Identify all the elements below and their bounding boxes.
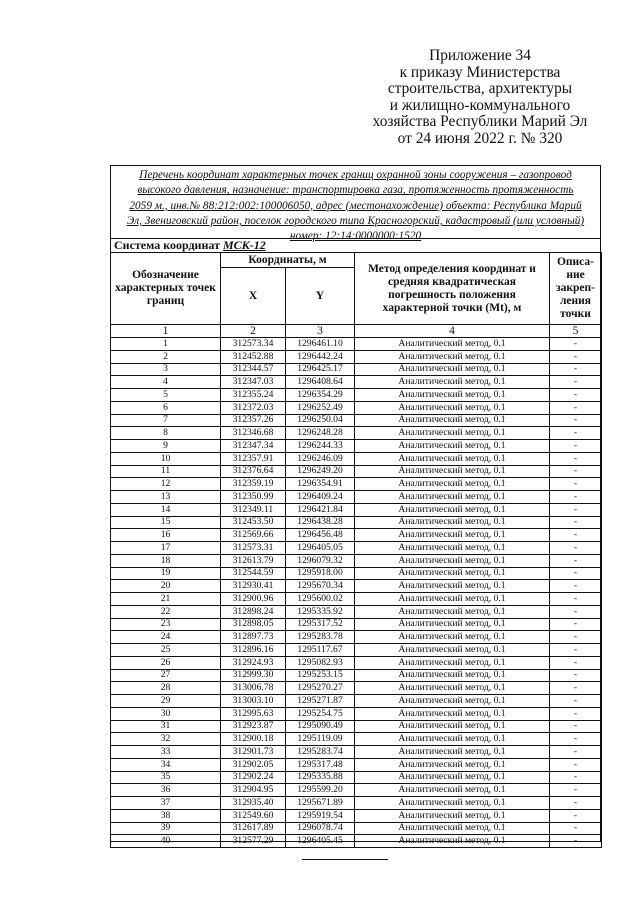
- method-cell: Аналитический метод, 0.1: [355, 401, 550, 414]
- x-coordinate-cell: 312924.93: [221, 656, 286, 669]
- title-line: высокого давления, назначение: транспортировка газа, протяженность протяженность: [137, 184, 574, 197]
- table-row: [111, 529, 602, 542]
- header-y: Y: [286, 268, 355, 325]
- table-row: [111, 414, 602, 427]
- method-cell: Аналитический метод, 0.1: [355, 605, 550, 618]
- method-cell: Аналитический метод, 0.1: [355, 452, 550, 465]
- header-coordinates: Координаты, м: [221, 253, 355, 268]
- fixing-cell: -: [550, 554, 602, 567]
- fixing-cell: -: [550, 746, 602, 759]
- x-coordinate-cell: 312577.29: [221, 835, 286, 848]
- y-coordinate-cell: 1295599.20: [286, 784, 355, 797]
- method-cell: Аналитический метод, 0.1: [355, 809, 550, 822]
- fixing-cell: -: [550, 695, 602, 708]
- x-coordinate-cell: 312999.30: [221, 669, 286, 682]
- x-coordinate-cell: 312350.99: [221, 491, 286, 504]
- y-coordinate-cell: 1295283.74: [286, 746, 355, 759]
- y-coordinate-cell: 1295317.52: [286, 618, 355, 631]
- coordinate-system: [110, 238, 601, 253]
- header-point: Обозначение характерных точек границ: [111, 253, 221, 325]
- column-number: 2: [221, 325, 286, 338]
- table-row: [111, 593, 602, 606]
- x-coordinate-cell: 312930.41: [221, 580, 286, 593]
- y-coordinate-cell: 1296250.04: [286, 414, 355, 427]
- point-number-cell: 1: [111, 338, 221, 351]
- table-row: [111, 682, 602, 695]
- x-coordinate-cell: 312569.66: [221, 529, 286, 542]
- fixing-cell: -: [550, 338, 602, 351]
- point-number-cell: 29: [111, 695, 221, 708]
- method-cell: Аналитический метод, 0.1: [355, 822, 550, 835]
- method-cell: Аналитический метод, 0.1: [355, 376, 550, 389]
- method-cell: Аналитический метод, 0.1: [355, 631, 550, 644]
- table-row: [111, 797, 602, 810]
- table-row: [111, 363, 602, 376]
- point-number-cell: 37: [111, 797, 221, 810]
- point-number-cell: 28: [111, 682, 221, 695]
- table-row: [111, 503, 602, 516]
- point-number-cell: 9: [111, 440, 221, 453]
- x-coordinate-cell: 312902.24: [221, 771, 286, 784]
- appendix-header-line: хозяйства Республики Марий Эл: [372, 113, 588, 131]
- x-coordinate-cell: 312897.73: [221, 631, 286, 644]
- table-row: [111, 809, 602, 822]
- table-row: [111, 695, 602, 708]
- method-cell: Аналитический метод, 0.1: [355, 427, 550, 440]
- y-coordinate-cell: 1295254.75: [286, 707, 355, 720]
- point-number-cell: 38: [111, 809, 221, 822]
- coordinate-system-value: МСК-12: [222, 238, 266, 252]
- method-cell: Аналитический метод, 0.1: [355, 758, 550, 771]
- y-coordinate-cell: 1296246.09: [286, 452, 355, 465]
- method-cell: Аналитический метод, 0.1: [355, 503, 550, 516]
- y-coordinate-cell: 1296248.28: [286, 427, 355, 440]
- y-coordinate-cell: 1295335.88: [286, 771, 355, 784]
- x-coordinate-cell: 312613.79: [221, 554, 286, 567]
- x-coordinate-cell: 312902.05: [221, 758, 286, 771]
- x-coordinate-cell: 312900.96: [221, 593, 286, 606]
- table-row: [111, 567, 602, 580]
- y-coordinate-cell: 1295671.89: [286, 797, 355, 810]
- y-coordinate-cell: 1295317.48: [286, 758, 355, 771]
- y-coordinate-cell: 1295253.15: [286, 669, 355, 682]
- table-row: [111, 835, 602, 848]
- x-coordinate-cell: 312898.05: [221, 618, 286, 631]
- fixing-cell: -: [550, 516, 602, 529]
- coordinate-system-label: Система координат: [114, 238, 220, 252]
- y-coordinate-cell: 1295271.87: [286, 695, 355, 708]
- table-row: [111, 746, 602, 759]
- table-row: [111, 554, 602, 567]
- column-number: 5: [550, 325, 602, 338]
- point-number-cell: 7: [111, 414, 221, 427]
- x-coordinate-cell: 312900.18: [221, 733, 286, 746]
- table-row: [111, 350, 602, 363]
- method-cell: Аналитический метод, 0.1: [355, 682, 550, 695]
- column-number: 1: [111, 325, 221, 338]
- fixing-cell: -: [550, 478, 602, 491]
- y-coordinate-cell: 1296409.24: [286, 491, 355, 504]
- point-number-cell: 15: [111, 516, 221, 529]
- y-coordinate-cell: 1295082.93: [286, 656, 355, 669]
- point-number-cell: 39: [111, 822, 221, 835]
- point-number-cell: 5: [111, 389, 221, 402]
- fixing-cell: -: [550, 656, 602, 669]
- table-row: [111, 401, 602, 414]
- point-number-cell: 26: [111, 656, 221, 669]
- x-coordinate-cell: 312453.50: [221, 516, 286, 529]
- document-title: [112, 168, 599, 244]
- appendix-header-line: Приложение 34: [429, 47, 531, 64]
- point-number-cell: 23: [111, 618, 221, 631]
- table-row: [111, 389, 602, 402]
- x-coordinate-cell: 313006.78: [221, 682, 286, 695]
- x-coordinate-cell: 312904.95: [221, 784, 286, 797]
- fixing-cell: -: [550, 542, 602, 555]
- method-cell: Аналитический метод, 0.1: [355, 707, 550, 720]
- point-number-cell: 34: [111, 758, 221, 771]
- y-coordinate-cell: 1296078.74: [286, 822, 355, 835]
- fixing-cell: -: [550, 605, 602, 618]
- fixing-cell: -: [550, 809, 602, 822]
- x-coordinate-cell: 312346.68: [221, 427, 286, 440]
- fixing-cell: -: [550, 784, 602, 797]
- point-number-cell: 8: [111, 427, 221, 440]
- appendix-header: [330, 48, 630, 148]
- point-number-cell: 36: [111, 784, 221, 797]
- method-cell: Аналитический метод, 0.1: [355, 350, 550, 363]
- table-row: [111, 427, 602, 440]
- y-coordinate-cell: 1296408.64: [286, 376, 355, 389]
- point-number-cell: 12: [111, 478, 221, 491]
- point-number-cell: 27: [111, 669, 221, 682]
- method-cell: Аналитический метод, 0.1: [355, 644, 550, 657]
- y-coordinate-cell: 1296461.10: [286, 338, 355, 351]
- x-coordinate-cell: 312376.64: [221, 465, 286, 478]
- x-coordinate-cell: 312357.91: [221, 452, 286, 465]
- point-number-cell: 2: [111, 350, 221, 363]
- appendix-header-line: и жилищно-коммунального: [389, 96, 571, 114]
- fixing-cell: -: [550, 452, 602, 465]
- point-number-cell: 24: [111, 631, 221, 644]
- table-row: [111, 784, 602, 797]
- table-row: [111, 758, 602, 771]
- table-row: [111, 656, 602, 669]
- y-coordinate-cell: 1296244.33: [286, 440, 355, 453]
- x-coordinate-cell: 312896.16: [221, 644, 286, 657]
- fixing-cell: -: [550, 797, 602, 810]
- coordinates-table: [110, 252, 602, 848]
- fixing-cell: -: [550, 758, 602, 771]
- method-cell: Аналитический метод, 0.1: [355, 656, 550, 669]
- y-coordinate-cell: 1295270.27: [286, 682, 355, 695]
- fixing-cell: -: [550, 389, 602, 402]
- method-cell: Аналитический метод, 0.1: [355, 516, 550, 529]
- fixing-cell: -: [550, 491, 602, 504]
- table-row: [111, 491, 602, 504]
- x-coordinate-cell: 312898.24: [221, 605, 286, 618]
- point-number-cell: 33: [111, 746, 221, 759]
- header-fixing: Описа-ние закреп-ления точки: [550, 253, 602, 325]
- method-cell: Аналитический метод, 0.1: [355, 363, 550, 376]
- x-coordinate-cell: 312347.03: [221, 376, 286, 389]
- point-number-cell: 4: [111, 376, 221, 389]
- y-coordinate-cell: 1296405.45: [286, 835, 355, 848]
- fixing-cell: -: [550, 376, 602, 389]
- y-coordinate-cell: 1295335.92: [286, 605, 355, 618]
- x-coordinate-cell: 312549.60: [221, 809, 286, 822]
- fixing-cell: -: [550, 593, 602, 606]
- y-coordinate-cell: 1296354.91: [286, 478, 355, 491]
- method-cell: Аналитический метод, 0.1: [355, 784, 550, 797]
- point-number-cell: 21: [111, 593, 221, 606]
- method-cell: Аналитический метод, 0.1: [355, 580, 550, 593]
- table-row: [111, 605, 602, 618]
- y-coordinate-cell: 1295117.67: [286, 644, 355, 657]
- table-row: [111, 440, 602, 453]
- fixing-cell: -: [550, 669, 602, 682]
- fixing-cell: -: [550, 363, 602, 376]
- method-cell: Аналитический метод, 0.1: [355, 733, 550, 746]
- x-coordinate-cell: 312935.40: [221, 797, 286, 810]
- table-row: [111, 516, 602, 529]
- point-number-cell: 3: [111, 363, 221, 376]
- method-cell: Аналитический метод, 0.1: [355, 440, 550, 453]
- method-cell: Аналитический метод, 0.1: [355, 669, 550, 682]
- x-coordinate-cell: 312573.31: [221, 542, 286, 555]
- fixing-cell: -: [550, 465, 602, 478]
- point-number-cell: 20: [111, 580, 221, 593]
- fixing-cell: -: [550, 682, 602, 695]
- table-row: [111, 465, 602, 478]
- point-number-cell: 6: [111, 401, 221, 414]
- y-coordinate-cell: 1296442.24: [286, 350, 355, 363]
- method-cell: Аналитический метод, 0.1: [355, 414, 550, 427]
- method-cell: Аналитический метод, 0.1: [355, 478, 550, 491]
- table-row: [111, 822, 602, 835]
- x-coordinate-cell: 312573.34: [221, 338, 286, 351]
- signature-line: [302, 859, 388, 860]
- y-coordinate-cell: 1295919.54: [286, 809, 355, 822]
- fixing-cell: -: [550, 644, 602, 657]
- point-number-cell: 16: [111, 529, 221, 542]
- fixing-cell: -: [550, 771, 602, 784]
- y-coordinate-cell: 1295670.34: [286, 580, 355, 593]
- table-row: [111, 376, 602, 389]
- fixing-cell: -: [550, 567, 602, 580]
- fixing-cell: -: [550, 835, 602, 848]
- y-coordinate-cell: 1296405.05: [286, 542, 355, 555]
- point-number-cell: 31: [111, 720, 221, 733]
- point-number-cell: 10: [111, 452, 221, 465]
- fixing-cell: -: [550, 618, 602, 631]
- x-coordinate-cell: 312355.24: [221, 389, 286, 402]
- fixing-cell: -: [550, 529, 602, 542]
- table-row: [111, 733, 602, 746]
- x-coordinate-cell: 313003.10: [221, 695, 286, 708]
- method-cell: Аналитический метод, 0.1: [355, 797, 550, 810]
- y-coordinate-cell: 1296249.20: [286, 465, 355, 478]
- fixing-cell: -: [550, 733, 602, 746]
- title-line: номер: 12:14:0000000:1520: [289, 230, 422, 243]
- method-cell: Аналитический метод, 0.1: [355, 465, 550, 478]
- table-row: [111, 631, 602, 644]
- method-cell: Аналитический метод, 0.1: [355, 529, 550, 542]
- header-x: X: [221, 268, 286, 325]
- fixing-cell: -: [550, 503, 602, 516]
- method-cell: Аналитический метод, 0.1: [355, 542, 550, 555]
- y-coordinate-cell: 1296354.29: [286, 389, 355, 402]
- method-cell: Аналитический метод, 0.1: [355, 618, 550, 631]
- method-cell: Аналитический метод, 0.1: [355, 338, 550, 351]
- x-coordinate-cell: 312349.11: [221, 503, 286, 516]
- method-cell: Аналитический метод, 0.1: [355, 593, 550, 606]
- table-row: [111, 478, 602, 491]
- table-row: [111, 580, 602, 593]
- x-coordinate-cell: 312544.59: [221, 567, 286, 580]
- x-coordinate-cell: 312995.63: [221, 707, 286, 720]
- table-row: [111, 669, 602, 682]
- x-coordinate-cell: 312347.34: [221, 440, 286, 453]
- appendix-header-line: от 24 июня 2022 г. № 320: [397, 129, 563, 147]
- x-coordinate-cell: 312357.26: [221, 414, 286, 427]
- point-number-cell: 19: [111, 567, 221, 580]
- point-number-cell: 17: [111, 542, 221, 555]
- method-cell: Аналитический метод, 0.1: [355, 567, 550, 580]
- y-coordinate-cell: 1295119.09: [286, 733, 355, 746]
- method-cell: Аналитический метод, 0.1: [355, 835, 550, 848]
- point-number-cell: 25: [111, 644, 221, 657]
- appendix-header-line: строительства, архитектуры: [387, 80, 573, 98]
- appendix-header-line: к приказу Министерства: [399, 63, 561, 81]
- point-number-cell: 35: [111, 771, 221, 784]
- table-row: [111, 644, 602, 657]
- point-number-cell: 11: [111, 465, 221, 478]
- method-cell: Аналитический метод, 0.1: [355, 491, 550, 504]
- x-coordinate-cell: 312344.57: [221, 363, 286, 376]
- fixing-cell: -: [550, 427, 602, 440]
- fixing-cell: -: [550, 631, 602, 644]
- fixing-cell: -: [550, 401, 602, 414]
- fixing-cell: -: [550, 440, 602, 453]
- title-line: Перечень координат характерных точек границ охранной зоны сооружения – газопровод: [139, 169, 572, 181]
- column-number: 3: [286, 325, 355, 338]
- point-number-cell: 32: [111, 733, 221, 746]
- fixing-cell: -: [550, 580, 602, 593]
- y-coordinate-cell: 1295090.49: [286, 720, 355, 733]
- y-coordinate-cell: 1296252.49: [286, 401, 355, 414]
- fixing-cell: -: [550, 350, 602, 363]
- table-row: [111, 720, 602, 733]
- method-cell: Аналитический метод, 0.1: [355, 771, 550, 784]
- y-coordinate-cell: 1295600.02: [286, 593, 355, 606]
- title-line: 2059 м., инв.№ 88:212:002:100006050, адрес (местонахождение) объекта: Республика Марий: [129, 199, 582, 212]
- table-row: [111, 707, 602, 720]
- fixing-cell: -: [550, 414, 602, 427]
- x-coordinate-cell: 312452.88: [221, 350, 286, 363]
- y-coordinate-cell: 1296421.84: [286, 503, 355, 516]
- point-number-cell: 18: [111, 554, 221, 567]
- table-row: [111, 771, 602, 784]
- table-row: [111, 542, 602, 555]
- fixing-cell: -: [550, 707, 602, 720]
- column-number: 4: [355, 325, 550, 338]
- point-number-cell: 40: [111, 835, 221, 848]
- y-coordinate-cell: 1296438.28: [286, 516, 355, 529]
- x-coordinate-cell: 312901.73: [221, 746, 286, 759]
- point-number-cell: 13: [111, 491, 221, 504]
- y-coordinate-cell: 1296425.17: [286, 363, 355, 376]
- method-cell: Аналитический метод, 0.1: [355, 695, 550, 708]
- method-cell: Аналитический метод, 0.1: [355, 554, 550, 567]
- method-cell: Аналитический метод, 0.1: [355, 720, 550, 733]
- fixing-cell: -: [550, 720, 602, 733]
- y-coordinate-cell: 1295283.78: [286, 631, 355, 644]
- method-cell: Аналитический метод, 0.1: [355, 389, 550, 402]
- y-coordinate-cell: 1296079.32: [286, 554, 355, 567]
- x-coordinate-cell: 312617.89: [221, 822, 286, 835]
- point-number-cell: 30: [111, 707, 221, 720]
- table-row: [111, 338, 602, 351]
- x-coordinate-cell: 312923.87: [221, 720, 286, 733]
- header-method: Метод определения координат и средняя квадратическая погрешность положения характерной точки (Mt), м: [355, 253, 550, 325]
- title-line: Эл, Звениговский район, поселок городского типа Красногорский, кадастровый (или условный): [126, 214, 585, 227]
- table-row: [111, 618, 602, 631]
- point-number-cell: 22: [111, 605, 221, 618]
- point-number-cell: 14: [111, 503, 221, 516]
- x-coordinate-cell: 312372.03: [221, 401, 286, 414]
- y-coordinate-cell: 1295918.00: [286, 567, 355, 580]
- method-cell: Аналитический метод, 0.1: [355, 746, 550, 759]
- x-coordinate-cell: 312359.19: [221, 478, 286, 491]
- table-row: [111, 452, 602, 465]
- fixing-cell: -: [550, 822, 602, 835]
- y-coordinate-cell: 1296456.48: [286, 529, 355, 542]
